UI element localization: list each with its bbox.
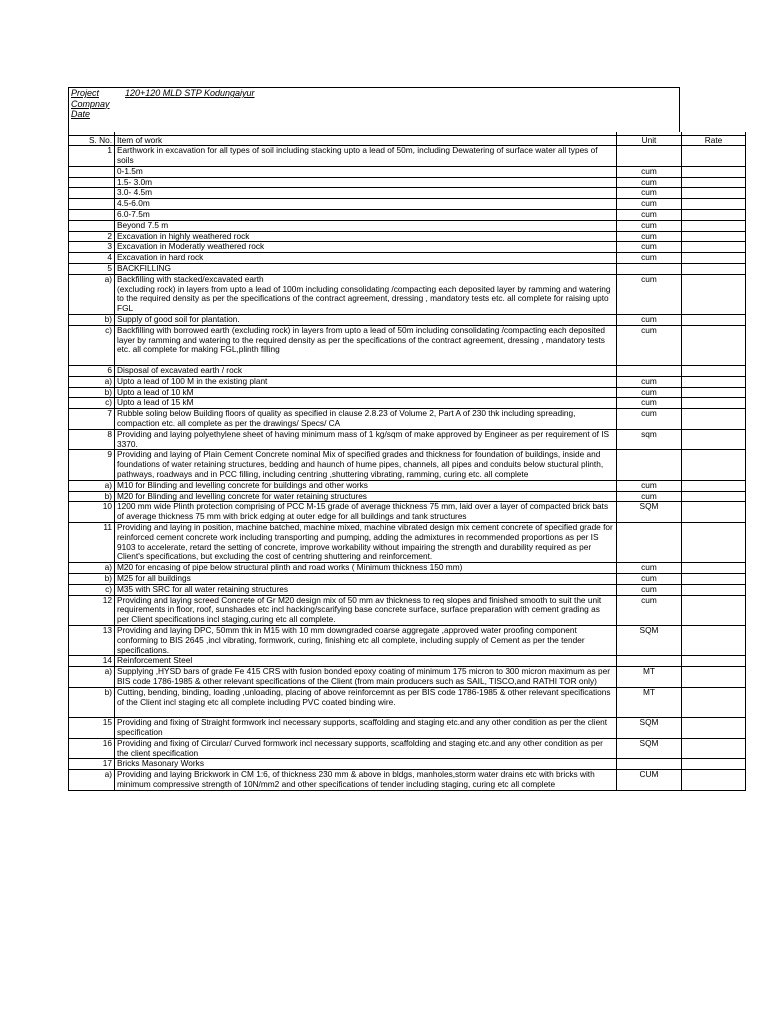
row-sno: 4: [69, 253, 115, 264]
table-row: [69, 770, 746, 791]
table-row: [69, 409, 746, 430]
row-sno: a): [69, 770, 115, 791]
table-row: [69, 502, 746, 523]
row-rate: [682, 584, 746, 595]
row-unit: cum: [617, 188, 682, 199]
row-sno: a): [69, 274, 115, 314]
row-unit: SQM: [617, 625, 682, 655]
row-rate: [682, 231, 746, 242]
row-sno: b): [69, 315, 115, 326]
table-row: [69, 210, 746, 221]
row-item: Excavation in hard rock: [115, 253, 617, 264]
table-row: [69, 274, 746, 314]
row-item: 0-1.5m: [115, 166, 617, 177]
column-header-row: [69, 135, 746, 146]
table-row: [69, 522, 746, 562]
row-sno: a): [69, 667, 115, 688]
row-sno: 8: [69, 429, 115, 450]
row-rate: [682, 687, 746, 717]
row-sno: [69, 166, 115, 177]
row-sno: a): [69, 563, 115, 574]
table-row: [69, 595, 746, 625]
row-item: Providing and laying screed Concrete of Gr M20 design mix of 50 mm av thickness to req slopes and finished smooth to suit the unit requirements in floor, roof, sunshades etc incl hacking/scarifying base concrete surface, surface preparation with cement grading as per Client specifications incl staging,curing etc all complete.: [115, 595, 617, 625]
row-sno: 12: [69, 595, 115, 625]
table-row: [69, 199, 746, 210]
row-rate: [682, 656, 746, 667]
row-rate: [682, 199, 746, 210]
row-unit: cum: [617, 480, 682, 491]
row-item: Providing and laying DPC, 50mm thk in M15 with 10 mm downgraded coarse aggregate ,approved water proofing component conforming to BIS 2645 ,incl vibrating, formwork, curing, finishing etc all complete, including supply of Cement as per the tender specifications.: [115, 625, 617, 655]
row-item: Disposal of excavated earth / rock: [115, 366, 617, 377]
row-sno: 7: [69, 409, 115, 430]
row-rate: [682, 667, 746, 688]
row-item: Rubble soling below Building floors of quality as specified in clause 2.8.23 of Volume 2, Part A of 230 thk including spreading, compaction etc. all complete as per the drawings/ Specs/ CA: [115, 409, 617, 430]
row-sno: [69, 188, 115, 199]
date-label: Date: [71, 109, 91, 119]
row-item: Upto a lead of 15 kM: [115, 398, 617, 409]
row-item: Providing and laying of Plain Cement Concrete nominal Mix of specified grades and thickness for foundation of buildings, inside and foundations of water retaining structures, bedding and haunch of hume pipes, channels, all pipes and conduits below stuctural plinth, pathways, roadways and in PCC filling, including centring ,shuttering vibrating, ramming, curing etc. all complete: [115, 450, 617, 480]
row-rate: [682, 210, 746, 221]
row-sno: b): [69, 687, 115, 717]
table-row: [69, 759, 746, 770]
col-rate-header: Rate: [682, 135, 746, 146]
row-item: Cutting, bending, binding, loading ,unloading, placing of above reinforcemnt as per BIS code 1786-1985 & other relevant specifications of the Client incl staging etc all complete including PVC coated binding wire.: [115, 687, 617, 717]
table-row: [69, 325, 746, 365]
row-rate: [682, 718, 746, 739]
row-item: BACKFILLING: [115, 264, 617, 275]
row-rate: [682, 242, 746, 253]
row-rate: [682, 625, 746, 655]
row-unit: cum: [617, 387, 682, 398]
row-rate: [682, 253, 746, 264]
row-item: 1200 mm wide Plinth protection comprising of PCC M-15 grade of average thickness 75 mm, laid over a layer of compacted brick bats of average thickness 75 mm with brick edging at outer edge for all buildings and tank structures: [115, 502, 617, 523]
row-item: Reinforcement Steel: [115, 656, 617, 667]
table-row: [69, 480, 746, 491]
row-sno: [69, 177, 115, 188]
row-item: 1.5- 3.0m: [115, 177, 617, 188]
table-row: [69, 656, 746, 667]
table-row: [69, 718, 746, 739]
row-item: Bricks Masonary Works: [115, 759, 617, 770]
row-rate: [682, 146, 746, 167]
company-label: Compnay: [71, 98, 110, 109]
row-unit: cum: [617, 177, 682, 188]
row-rate: [682, 429, 746, 450]
table-row: [69, 450, 746, 480]
row-sno: 10: [69, 502, 115, 523]
row-unit: cum: [617, 210, 682, 221]
row-item: Providing and laying Brickwork in CM 1:6, of thickness 230 mm & above in bldgs, manholes,storm water drains etc with bricks with minimum compressive strength of 10N/mm2 and other specifications of tender including staging, curing etc all complete: [115, 770, 617, 791]
row-rate: [682, 264, 746, 275]
row-unit: cum: [617, 325, 682, 365]
row-unit: [617, 264, 682, 275]
row-sno: b): [69, 387, 115, 398]
row-unit: cum: [617, 595, 682, 625]
row-sno: 6: [69, 366, 115, 377]
table-row: [69, 253, 746, 264]
row-unit: cum: [617, 242, 682, 253]
row-rate: [682, 325, 746, 365]
project-line: [71, 88, 677, 99]
row-rate: [682, 502, 746, 523]
row-sno: 14: [69, 656, 115, 667]
table-row: [69, 398, 746, 409]
row-unit: cum: [617, 584, 682, 595]
table-row: [69, 242, 746, 253]
row-sno: [69, 220, 115, 231]
row-sno: 2: [69, 231, 115, 242]
row-item: Providing and laying in position, machine batched, machine mixed, machine vibrated design mix cement concrete of specified grade for reinforced cement concrete work including transporting and pumping, adding the admixtures in recommended proportions as per IS 9103 to accelerate, retard the setting of concrete, improve workability without impairing the strength and durability required as per Client's specifications, but excluding the cost of centring shuttering and reinforcement.: [115, 522, 617, 562]
table-row: [69, 491, 746, 502]
row-sno: 15: [69, 718, 115, 739]
row-item: Providing and fixing of Circular/ Curved formwork incl necessary supports, scaffolding and staging etc.and any other condition as per the client specification: [115, 738, 617, 759]
boq-table: [68, 132, 746, 791]
row-rate: [682, 220, 746, 231]
row-sno: 17: [69, 759, 115, 770]
table-row: [69, 188, 746, 199]
row-sno: 16: [69, 738, 115, 759]
table-row: [69, 231, 746, 242]
table-row: [69, 687, 746, 717]
row-item: Beyond 7.5 m: [115, 220, 617, 231]
table-row: [69, 264, 746, 275]
row-rate: [682, 409, 746, 430]
table-row: [69, 387, 746, 398]
row-sno: 5: [69, 264, 115, 275]
row-sno: 13: [69, 625, 115, 655]
row-item: Upto a lead of 100 M in the existing plant: [115, 376, 617, 387]
row-unit: cum: [617, 253, 682, 264]
row-unit: SQM: [617, 502, 682, 523]
row-item: Providing and laying polyethylene sheet of having minimum mass of 1 kg/sqm of make approved by Engineer as per requirement of IS 3370.: [115, 429, 617, 450]
row-unit: SQM: [617, 718, 682, 739]
row-unit: cum: [617, 563, 682, 574]
row-sno: c): [69, 325, 115, 365]
row-unit: cum: [617, 573, 682, 584]
row-unit: MT: [617, 687, 682, 717]
row-unit: [617, 522, 682, 562]
row-rate: [682, 166, 746, 177]
row-rate: [682, 563, 746, 574]
table-row: [69, 667, 746, 688]
row-item: Excavation in highly weathered rock: [115, 231, 617, 242]
row-sno: c): [69, 398, 115, 409]
table-row: [69, 366, 746, 377]
row-rate: [682, 315, 746, 326]
row-unit: cum: [617, 274, 682, 314]
row-rate: [682, 770, 746, 791]
row-item: 3.0- 4.5m: [115, 188, 617, 199]
row-rate: [682, 274, 746, 314]
table-row: [69, 573, 746, 584]
row-unit: cum: [617, 315, 682, 326]
table-row: [69, 166, 746, 177]
table-row: [69, 315, 746, 326]
row-sno: a): [69, 376, 115, 387]
row-unit: [617, 146, 682, 167]
row-rate: [682, 366, 746, 377]
table-row: [69, 429, 746, 450]
row-rate: [682, 376, 746, 387]
table-row: [69, 584, 746, 595]
row-unit: [617, 450, 682, 480]
row-rate: [682, 188, 746, 199]
table-row: [69, 625, 746, 655]
row-rate: [682, 177, 746, 188]
row-unit: [617, 366, 682, 377]
col-unit-header: Unit: [617, 135, 682, 146]
row-rate: [682, 450, 746, 480]
row-item: M20 for Blinding and levelling concrete for water retaining structures: [115, 491, 617, 502]
row-rate: [682, 522, 746, 562]
row-unit: cum: [617, 409, 682, 430]
table-row: [69, 220, 746, 231]
row-rate: [682, 595, 746, 625]
table-row: [69, 376, 746, 387]
row-unit: cum: [617, 398, 682, 409]
row-sno: b): [69, 491, 115, 502]
project-label: Project: [71, 88, 100, 98]
row-rate: [682, 738, 746, 759]
row-unit: CUM: [617, 770, 682, 791]
row-item: Earthwork in excavation for all types of soil including stacking upto a lead of 50m, including Dewatering of surface water all types of soils: [115, 146, 617, 167]
row-item: Supplying ,HYSD bars of grade Fe 415 CRS with fusion bonded epoxy coating of minimum 175 micron to 300 micron maximum as per BIS code 1786-1985 & other relevant specifications of the Client (from main producers such as SAIL, TISCO,and RATHI TOR only): [115, 667, 617, 688]
row-rate: [682, 387, 746, 398]
row-unit: [617, 759, 682, 770]
row-item: M25 for all buildings: [115, 573, 617, 584]
row-item: Backfilling with stacked/excavated earth (excluding rock) in layers from upto a lead of 100m including consolidating /compacting each deposited layer by ramming and watering to the required density as per the specifications of the contract agreement, dressing , mandatory tests etc. all complete for raising upto FGL: [115, 274, 617, 314]
row-sno: a): [69, 480, 115, 491]
row-unit: cum: [617, 199, 682, 210]
row-sno: 1: [69, 146, 115, 167]
table-row: [69, 177, 746, 188]
row-unit: [617, 656, 682, 667]
row-sno: 9: [69, 450, 115, 480]
row-unit: cum: [617, 491, 682, 502]
row-item: 6.0-7.5m: [115, 210, 617, 221]
project-value: 120+120 MLD STP Kodungaiyur: [125, 88, 255, 98]
project-header: [68, 87, 680, 132]
row-item: M35 with SRC for all water retaining structures: [115, 584, 617, 595]
row-unit: MT: [617, 667, 682, 688]
row-rate: [682, 759, 746, 770]
row-rate: [682, 491, 746, 502]
row-item: Supply of good soil for plantation.: [115, 315, 617, 326]
row-unit: sqm: [617, 429, 682, 450]
row-item: Backfilling with borrowed earth (excluding rock) in layers from upto a lead of 50m including consolidating /compacting each deposited layer by ramming and watering to the required density as per the specifications of the contract agreement, dressing , mandatory tests etc. all complete for making FGL,plinth filling: [115, 325, 617, 365]
row-sno: 11: [69, 522, 115, 562]
row-item: Excavation in Moderatly weathered rock: [115, 242, 617, 253]
row-unit: cum: [617, 166, 682, 177]
row-sno: [69, 199, 115, 210]
table-row: [69, 563, 746, 574]
row-item: M20 for encasing of pipe below structural plinth and road works ( Minimum thickness 150 mm): [115, 563, 617, 574]
table-row: [69, 146, 746, 167]
col-item-header: Item of work: [115, 135, 617, 146]
row-sno: b): [69, 573, 115, 584]
row-sno: c): [69, 584, 115, 595]
row-item: M10 for Blinding and levelling concrete for buildings and other works: [115, 480, 617, 491]
row-unit: cum: [617, 376, 682, 387]
row-item: 4.5-6.0m: [115, 199, 617, 210]
row-item: Providing and fixing of Straight formwork incl necessary supports, scaffolding and staging etc.and any other condition as per the client specification: [115, 718, 617, 739]
row-sno: [69, 210, 115, 221]
col-sno-header: S. No.: [69, 135, 115, 146]
table-row: [69, 738, 746, 759]
row-rate: [682, 480, 746, 491]
row-unit: SQM: [617, 738, 682, 759]
row-unit: cum: [617, 220, 682, 231]
row-item: Upto a lead of 10 kM: [115, 387, 617, 398]
row-rate: [682, 398, 746, 409]
row-sno: 3: [69, 242, 115, 253]
row-rate: [682, 573, 746, 584]
boq-sheet: [68, 87, 723, 791]
row-unit: cum: [617, 231, 682, 242]
